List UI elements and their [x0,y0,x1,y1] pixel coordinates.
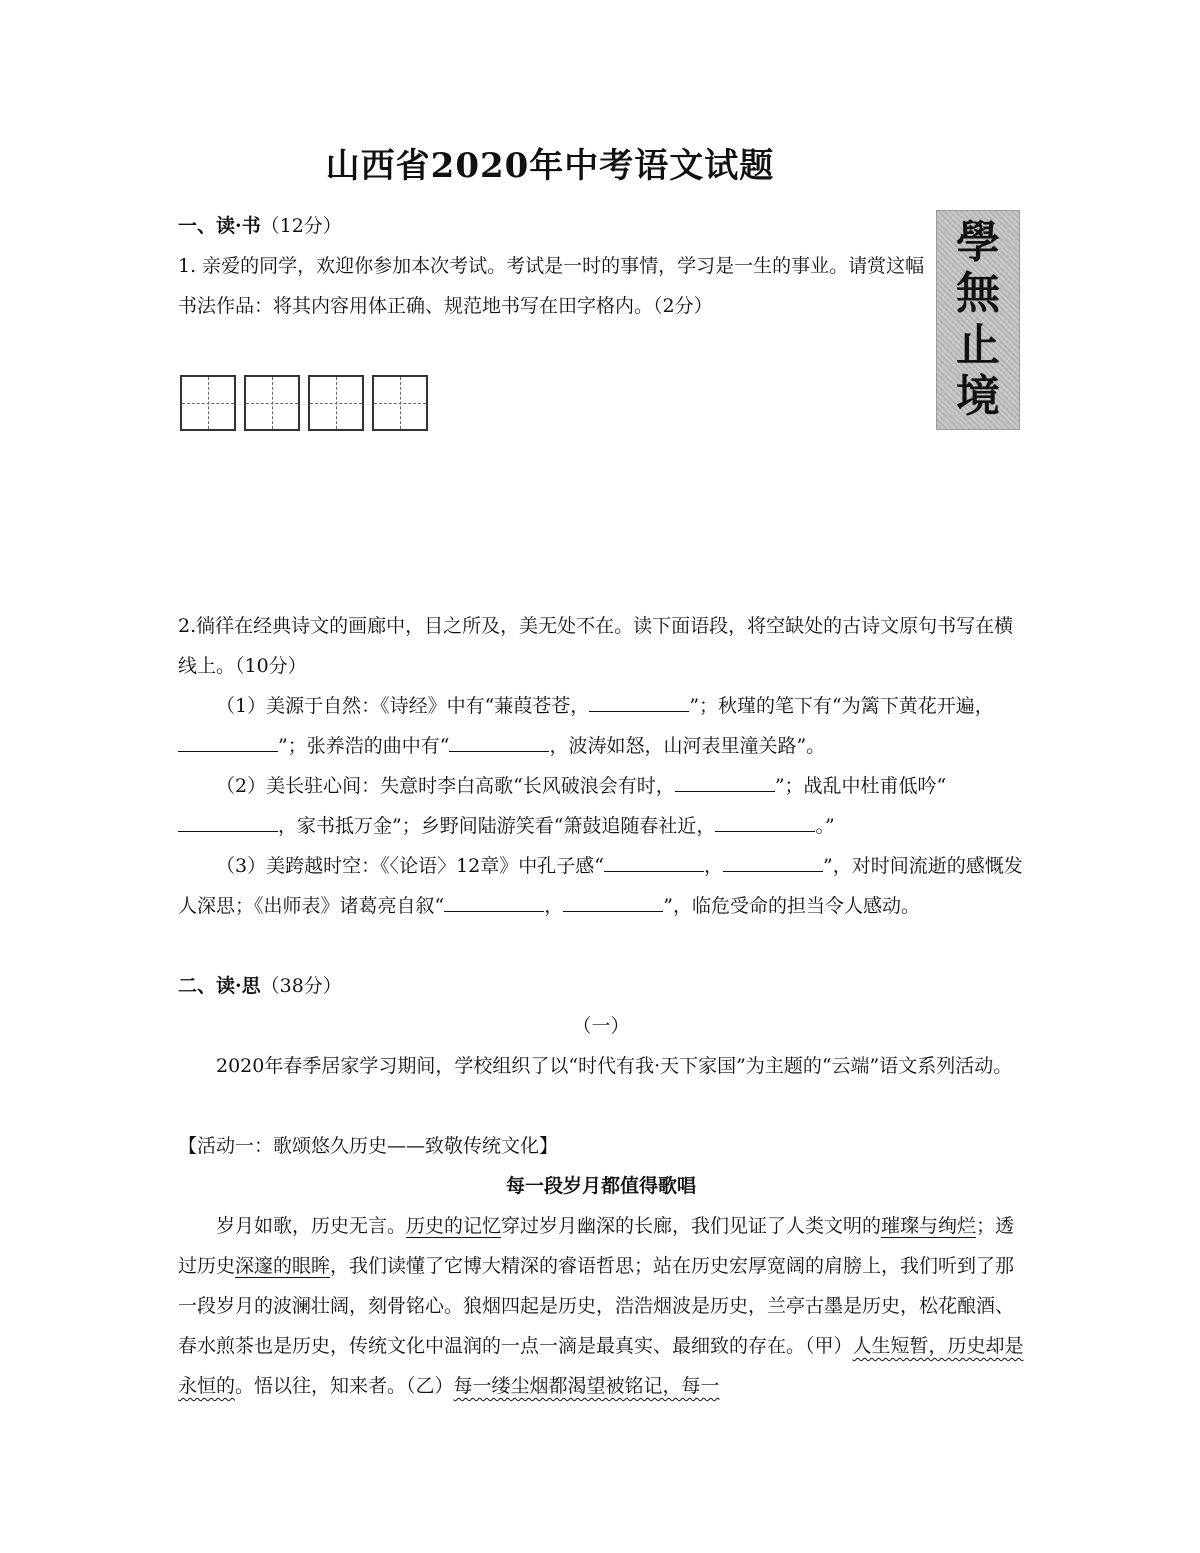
text-segment: ；透过历史 [178,1215,1015,1277]
answer-blank[interactable] [675,771,775,792]
question-2-part-1 [178,686,1024,766]
answer-blank[interactable] [604,851,704,872]
calligraphy-char: 無 [956,268,1000,320]
tianzige-cell[interactable] [180,375,236,431]
article-body [178,1206,1024,1406]
text-segment: ”；张养浩的曲中有“ [278,735,450,757]
section2-heading-text: 二、读·思 [178,975,261,997]
answer-blank[interactable] [715,811,815,832]
wavy-underlined-phrase: 人生短暂，历史却是永恒的 [178,1335,1024,1397]
activity-heading: 【活动一：歌颂悠久历史——致敬传统文化】 [178,1135,559,1157]
section1-heading [178,206,1024,246]
text-segment: （3）美跨越时空：《〈论语〉12章》中孔子感“ [216,855,604,877]
text-segment: （1）美源于自然：《诗经》中有“蒹葭苍苍， [216,695,590,717]
section2-score: （38分） [260,975,342,997]
text-segment: ，我们读懂了它博大精深的睿语哲思；站在历史宏厚宽阔的肩膀上，我们听到了那一段岁月的波澜壮阔，刻骨铭心。狼烟四起是历史，浩浩烟波是历史，兰亭古墨是历史，松花酿酒、春水煎茶也是历史，传统文化中温润的一点一滴是最真实、最细致的存在。（甲） [178,1255,1015,1357]
text-segment: ， [544,895,564,917]
section1-score: （12分） [260,215,342,237]
tianzige-grid [180,375,428,431]
question-2-intro: 2.徜徉在经典诗文的画廊中，目之所及，美无处不在。读下面语段，将空缺处的古诗文原句书写在横线上。（10分） [178,615,1014,677]
answer-blank[interactable] [723,851,823,872]
answer-blank[interactable] [178,811,278,832]
wavy-underlined-phrase: 每一缕尘烟都渴望被铭记，每一 [453,1375,720,1397]
calligraphy-char: 學 [956,216,1000,268]
intro-paragraph: 2020年春季居家学习期间，学校组织了以“时代有我·天下家国”为主题的“云端”语文系列活动。 [216,1055,1013,1077]
answer-blank[interactable] [178,731,278,752]
section2-heading [178,966,1024,1006]
text-segment: ，家书抵万金”；乡野间陆游笑看“箫鼓追随春社近， [278,815,716,837]
text-segment: ”；战乱中杜甫低吟“ [774,775,947,797]
page-title: 山西省2020年中考语文试题 [325,146,775,186]
text-segment: ， [703,855,723,877]
calligraphy-artwork [936,210,1020,430]
text-segment: ”，临危受命的担当令人感动。 [663,895,920,917]
tianzige-cell[interactable] [244,375,300,431]
question-1: 1. 亲爱的同学，欢迎你参加本次考试。考试是一时的事情，学习是一生的事业。请赏这幅书法作品：将其内容用体正确、规范地书写在田字格内。（2分） [178,255,925,317]
calligraphy-char: 境 [956,371,1000,423]
answer-blank[interactable] [589,691,689,712]
text-segment: ，波涛如怒，山河表里潼关路”。 [549,735,826,757]
underlined-phrase: 深邃的眼眸 [235,1255,331,1277]
underlined-phrase: 璀璨与绚烂 [881,1215,977,1237]
text-segment: （2）美长驻心间：失意时李白高歌“长风破浪会有时， [216,775,675,797]
article-title: 每一段岁月都值得歌唱 [505,1175,696,1197]
answer-blank[interactable] [449,731,549,752]
question-2-part-2 [178,766,1024,846]
tianzige-cell[interactable] [372,375,428,431]
text-segment: 。悟以往，知来者。（乙） [235,1375,454,1397]
answer-blank[interactable] [563,891,663,912]
question-2-part-3 [178,846,1024,926]
answer-blank[interactable] [444,891,544,912]
calligraphy-char: 止 [956,319,1000,371]
text-segment: 岁月如歌，历史无言。 [216,1215,407,1237]
text-segment: 。” [815,815,835,837]
section1-heading-text: 一、读·书 [178,215,261,237]
text-segment: ”；秋瑾的笔下有“为篱下黄花开遍， [689,695,994,717]
part-label: （一） [572,1015,630,1037]
tianzige-cell[interactable] [308,375,364,431]
text-segment: 穿过岁月幽深的长廊，我们见证了人类文明的 [501,1215,882,1237]
underlined-phrase: 历史的记忆 [406,1215,502,1237]
text-segment: ”，对时间流逝的感慨发人深思；《出师表》诸葛亮自叙“ [178,855,1023,917]
